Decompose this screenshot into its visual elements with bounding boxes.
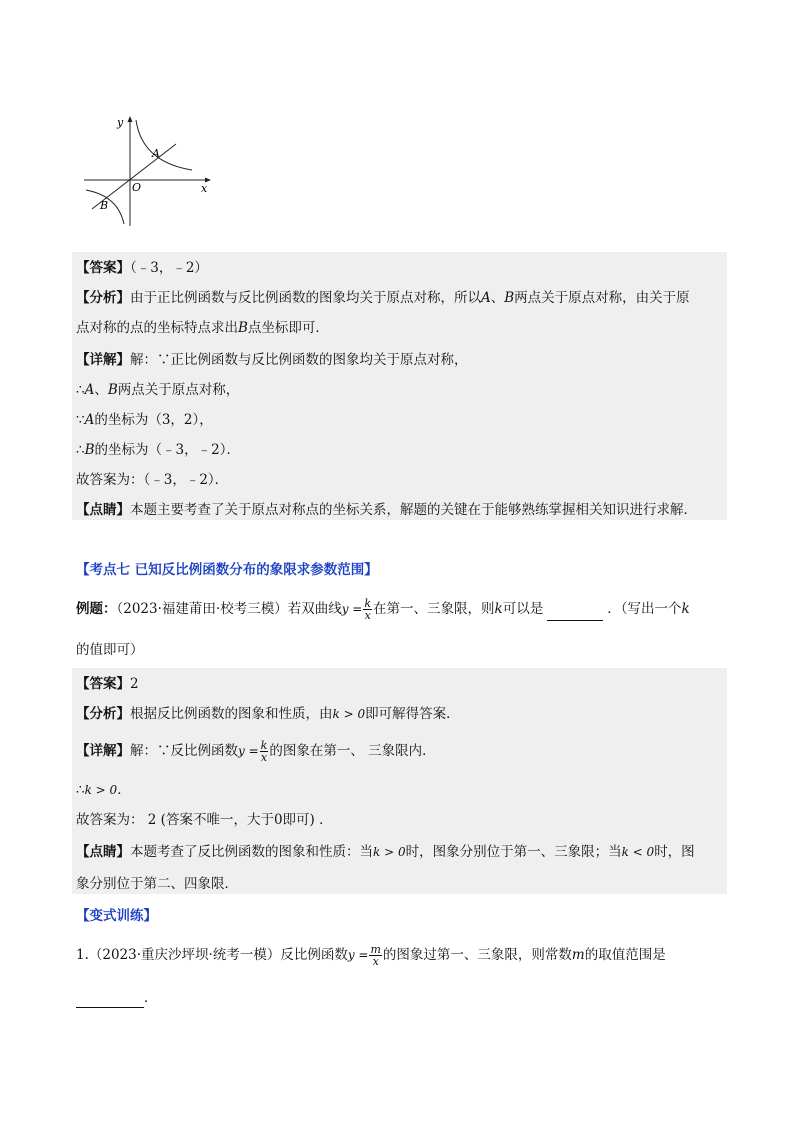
variant-question-1: 1.（2023·重庆沙坪坝·统考一模）反比例函数y = $\frac{m}{x}$ 的图象过第一、三象限，则常数m的取值范围是 [76,943,666,968]
detail-2: 【详解】解：∵反比例函数y = $\frac{k}{x}$ 的图象在第一、 三象限内． [76,739,436,764]
detail-1-line3: ∵A的坐标为（3，2）， [76,412,213,428]
variant-title: 【变式训练】 [76,908,157,924]
analysis-2: 【分析】根据反比例函数的图象和性质，由k > 0即可解得答案． [76,706,460,722]
answer-blank[interactable] [547,606,603,621]
example-question: 例题：（2023·福建莆田·校考三模）若双曲线y = $\frac{k}{x}$ 在第一、三象限，则k可以是 ．（写出一个k [76,597,690,622]
comment-1: 【点睛】本题主要考查了关于原点对称点的坐标关系，解题的关键在于能够熟练掌握相关知识进行求解． [76,502,697,518]
analysis-1: 【分析】由于正比例函数与反比例函数的图象均关于原点对称，所以A、B两点关于原点对称，由关于原 [76,290,690,306]
y-axis-arrow [128,116,133,122]
detail-1: 【详解】解：∵正比例函数与反比例函数的图象均关于原点对称， [76,352,468,368]
fraction-k-over-x: $\frac{k}{x}$ [364,597,372,622]
fraction-k-over-x-2: $\frac{k}{x}$ [260,739,268,764]
section-title: 【考点七 已知反比例函数分布的象限求参数范围】 [76,562,378,578]
comment-2-line2: 象分别位于第二、四象限． [76,876,238,892]
answer-2: 【答案】2 [76,676,139,692]
detail-2-line3: 故答案为： 2 (答案不唯一，大于0即可) ． [76,812,333,828]
variant-answer-blank[interactable] [76,993,144,1008]
answer-1: 【答案】（﹣3，﹣2） [76,260,208,276]
hyperbola-branch-1 [136,120,192,170]
label-x: x [201,182,208,195]
label-origin: O [132,181,142,194]
coordinate-figure [80,112,215,230]
example-question-line2: 的值即可） [76,642,144,658]
detail-1-line2: ∴A、B两点关于原点对称， [76,382,240,398]
analysis-1-line2: 点对称的点的坐标特点求出B点坐标即可． [76,320,329,336]
variant-question-1-line2: ． [76,988,158,1008]
detail-2-line2: ∴k > 0． [76,782,131,798]
label-b: B [100,199,109,212]
fraction-m-over-x: $\frac{m}{x}$ [370,943,381,968]
label-a: A [152,147,160,160]
comment-2: 【点睛】本题考查了反比例函数的图象和性质：当k > 0时，图象分别位于第一、三象限；当k < 0时，图 [76,844,695,860]
label-y: y [117,116,124,129]
detail-1-line5: 故答案为：（﹣3，﹣2）． [76,472,229,488]
detail-1-line4: ∴B的坐标为（﹣3，﹣2）． [76,442,240,458]
